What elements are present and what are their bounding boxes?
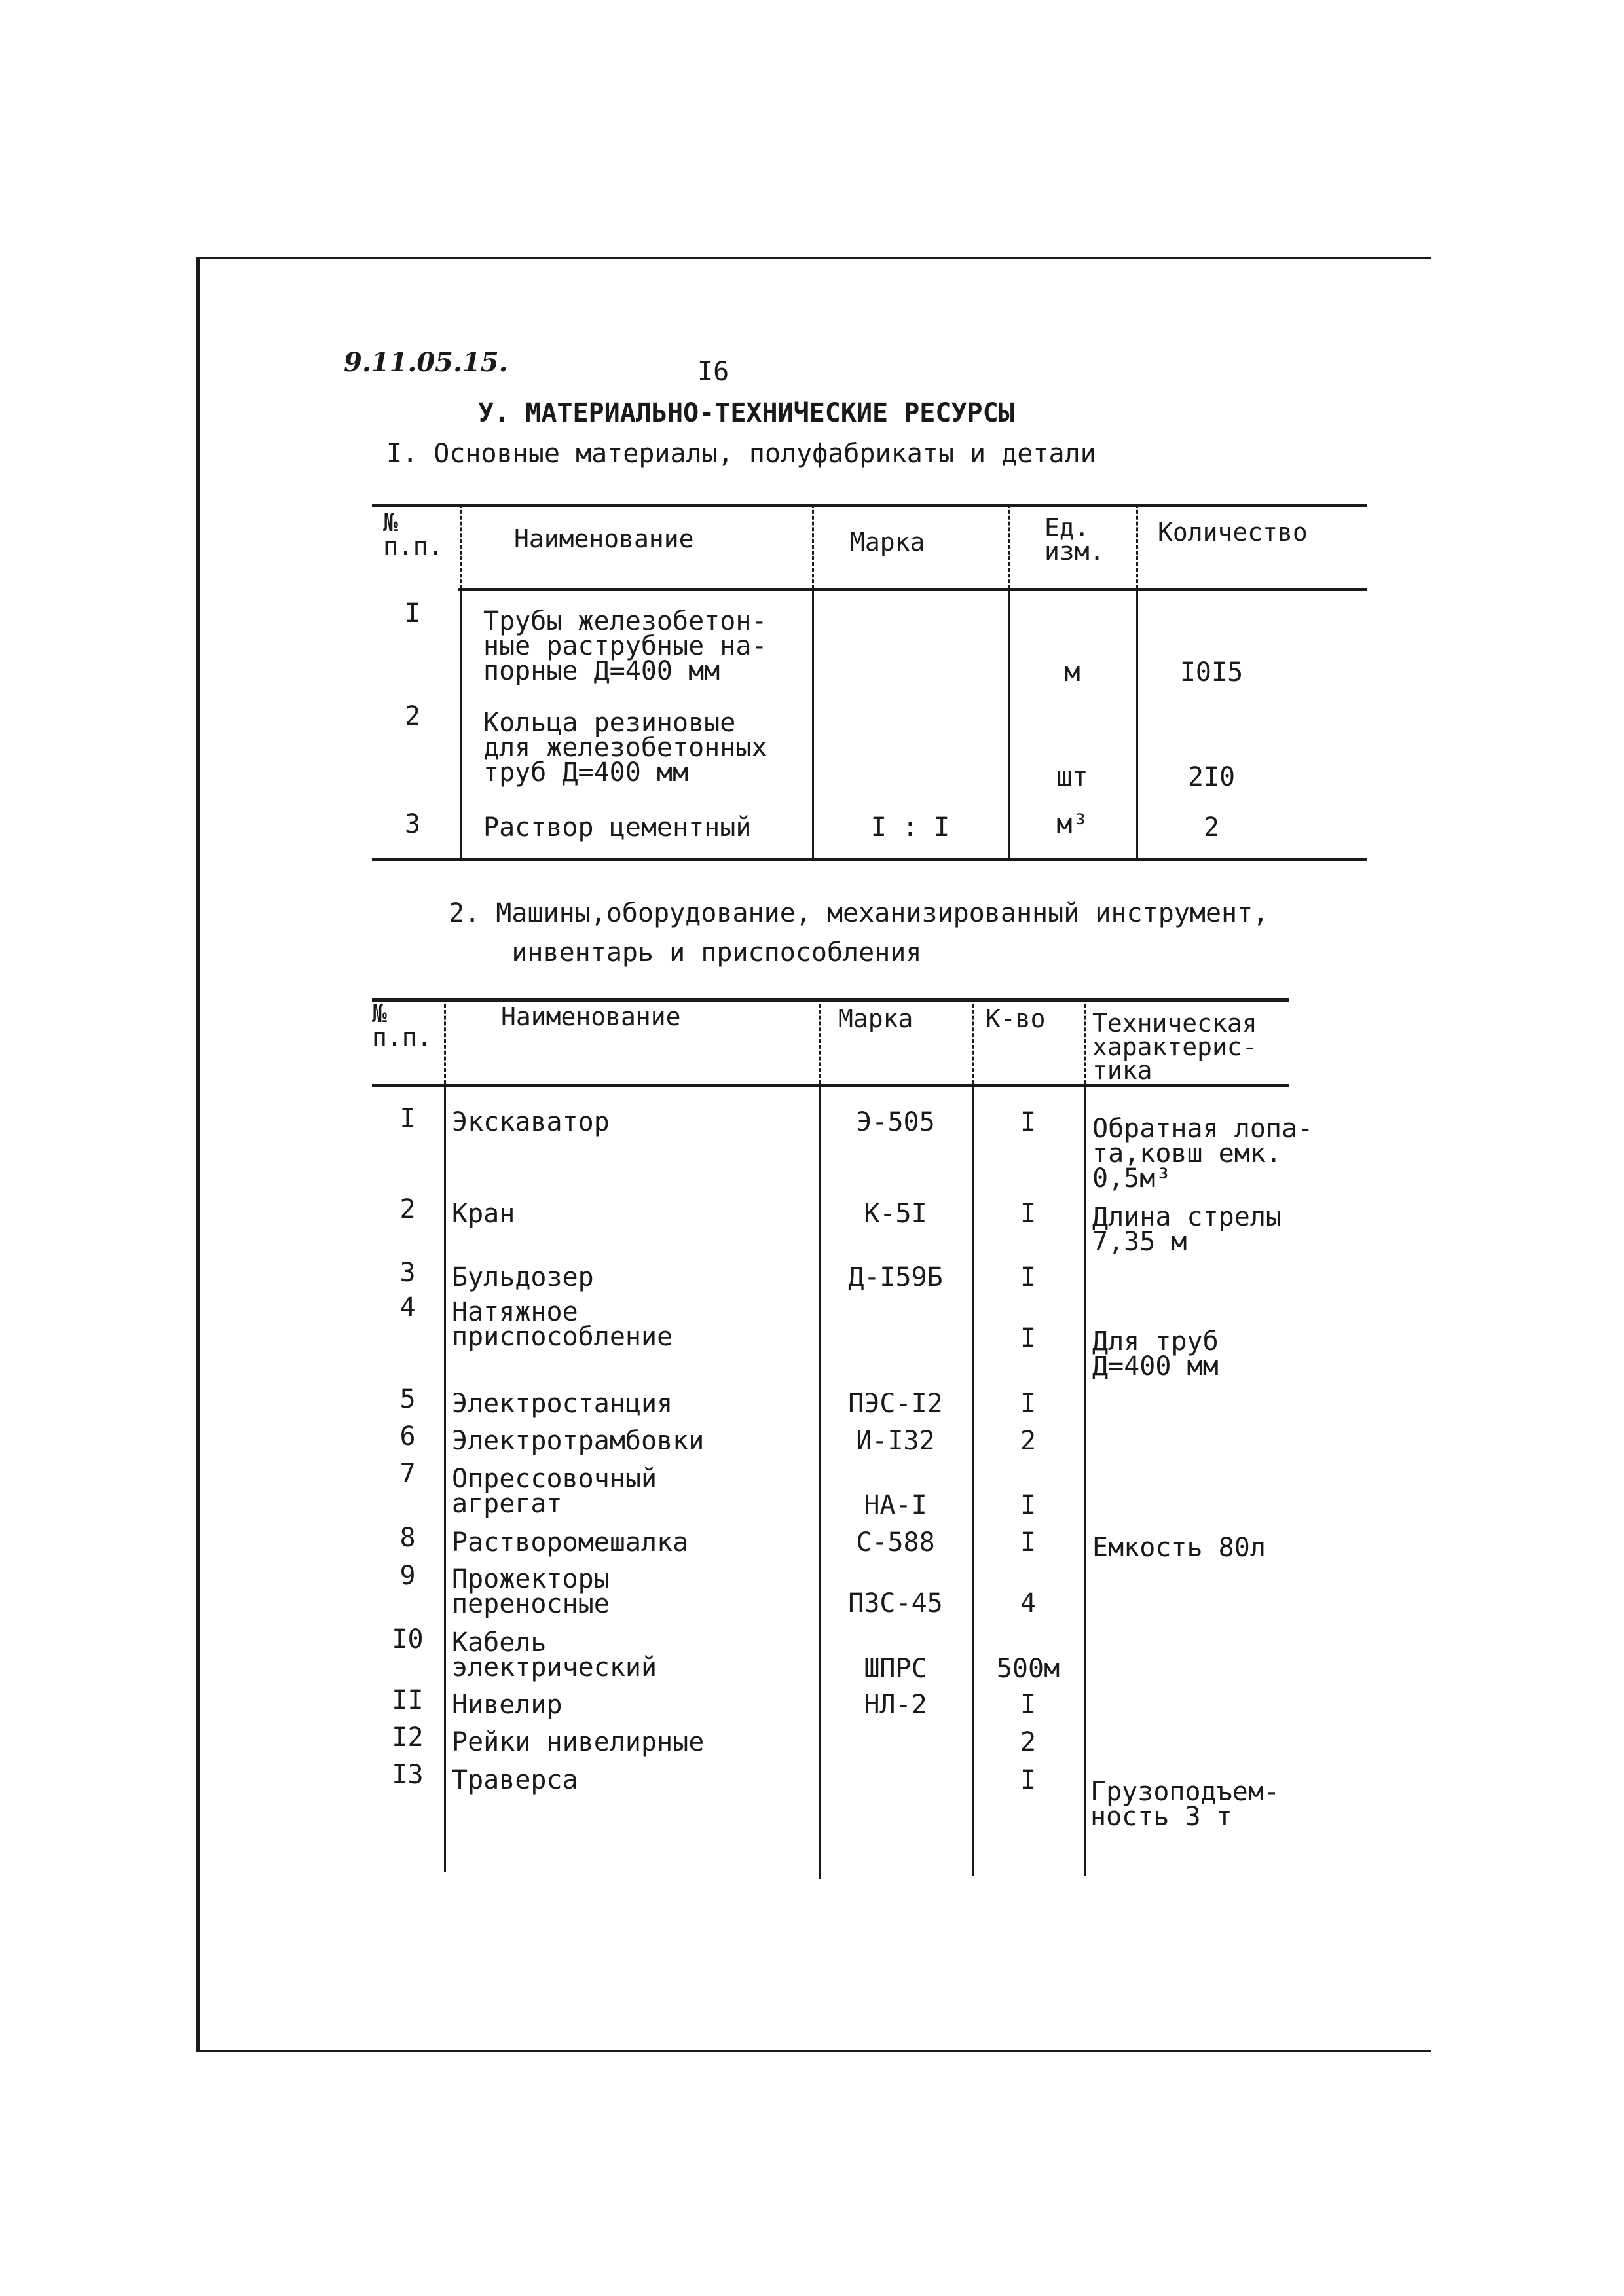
table2-row13-count: I (1020, 1765, 1037, 1795)
table2-row8-count: I (1020, 1527, 1037, 1558)
table1-header-unit: Ед. изм. (1044, 513, 1105, 566)
table2-top-rule (372, 998, 1289, 1002)
table2-row3-num: 3 (399, 1258, 416, 1288)
table2-row4-count: I (1020, 1323, 1037, 1353)
table2-row4-name: Натяжное приспособление (452, 1297, 673, 1352)
table1-col-divider (1136, 589, 1138, 858)
table1-header-num: № п.п. (383, 508, 443, 560)
table1-col-divider (1008, 589, 1010, 858)
table1-header-qty: Количество (1158, 518, 1308, 547)
table2-row10-name: Кабель электрический (452, 1628, 657, 1683)
table2-row2-spec: Длина стрелы 7,35 м (1092, 1202, 1282, 1257)
table2-row12-name: Рейки нивелирные (452, 1727, 705, 1757)
table2-row11-name: Нивелир (452, 1690, 563, 1720)
table2-row2-mark: К-5I (864, 1199, 927, 1229)
table1-bottom-rule (372, 858, 1367, 861)
table2-row10-mark: ШПРС (864, 1654, 927, 1684)
table1-col-divider (460, 589, 462, 858)
table1-row3-name: Раствор цементный (483, 812, 752, 843)
table2-row5-num: 5 (399, 1384, 416, 1414)
table2-row9-name: Прожекторы переносные (452, 1564, 610, 1619)
table2-title: 2. Машины,оборудование, механизированный инструмент, инвентарь и приспособления (449, 898, 1269, 968)
table2-row13-name: Траверса (452, 1765, 578, 1795)
table2-col-divider (444, 998, 446, 1084)
table2-row1-num: I (399, 1104, 416, 1134)
table2-row7-num: 7 (399, 1459, 416, 1489)
document-code: 9.11.05.15. (344, 347, 508, 378)
table2-row6-mark: И-I32 (856, 1426, 935, 1456)
page-number: I6 (697, 357, 729, 387)
table2-row8-num: 8 (399, 1523, 416, 1553)
table2-row5-count: I (1020, 1389, 1037, 1419)
table2-row3-mark: Д-I59Б (848, 1262, 943, 1292)
table2-col-divider (1084, 998, 1086, 1084)
table2-row5-name: Электростанция (452, 1389, 673, 1419)
table2-row8-mark: С-588 (856, 1527, 935, 1558)
table2-row6-num: 6 (399, 1421, 416, 1451)
table2-col-divider (444, 1084, 446, 1872)
table1-row1-unit: м (1064, 657, 1080, 687)
table2-row1-spec: Обратная лопа- та,ковш емк. 0,5м³ (1092, 1114, 1314, 1194)
table2-row1-name: Экскаватор (452, 1107, 610, 1137)
table2-row8-spec: Емкость 80л (1092, 1533, 1266, 1563)
table2-row7-count: I (1020, 1490, 1037, 1520)
table2-row4-spec: Для труб Д=400 мм (1092, 1326, 1219, 1381)
table2-col-divider (972, 1084, 974, 1876)
table1-header-mark: Марка (850, 528, 925, 556)
table1-row3-qty: 2 (1203, 812, 1220, 843)
table1-row1-name: Трубы железобетон- ные раструбные на- порные Д=400 мм (483, 606, 767, 686)
table2-col-divider (972, 998, 974, 1084)
table2-row2-count: I (1020, 1199, 1037, 1229)
table2-header-mark: Марка (838, 1004, 913, 1033)
table2-row11-num: II (392, 1685, 424, 1715)
table2-row7-mark: НА-I (864, 1490, 927, 1520)
table1-col-divider (812, 504, 814, 589)
table2-row13-spec: Грузоподъем- ность 3 т (1090, 1777, 1280, 1832)
table1-header-rule (458, 588, 1367, 591)
table1-row2-qty: 2I0 (1187, 762, 1236, 792)
table2-col-divider (819, 998, 821, 1084)
table2-row8-name: Растворомешалка (452, 1527, 689, 1558)
table2-row9-count: 4 (1020, 1588, 1037, 1618)
table1-row1-num: I (404, 598, 421, 629)
table2-header-num: № п.п. (372, 999, 432, 1051)
table2-row13-num: I3 (392, 1760, 424, 1790)
table1-row2-num: 2 (404, 701, 421, 731)
table2-row6-name: Электротрамбовки (452, 1426, 705, 1456)
table2-row11-count: I (1020, 1690, 1037, 1720)
table2-row1-mark: Э-505 (856, 1107, 935, 1137)
table2-row12-num: I2 (392, 1722, 424, 1753)
table2-row3-name: Бульдозер (452, 1262, 594, 1292)
table1-col-divider (1008, 504, 1010, 589)
table2-row10-count: 500м (996, 1654, 1060, 1684)
table1-header-name: Наименование (514, 524, 694, 553)
table2-row12-count: 2 (1020, 1727, 1037, 1757)
table2-row3-count: I (1020, 1262, 1037, 1292)
table2-row1-count: I (1020, 1107, 1037, 1137)
table2-row9-mark: ПЗС-45 (848, 1588, 943, 1618)
table1-row1-qty: I0I5 (1179, 657, 1244, 687)
table2-row2-name: Кран (452, 1199, 515, 1229)
table1-row2-unit: шт (1056, 762, 1088, 792)
table1-row3-unit: м³ (1056, 809, 1088, 839)
table2-row11-mark: НЛ-2 (864, 1690, 927, 1720)
section-title: У. МАТЕРИАЛЬНО-ТЕХНИЧЕСКИЕ РЕСУРСЫ (478, 398, 1014, 428)
table2-col-divider (1084, 1084, 1086, 1876)
table1-col-divider (1136, 504, 1138, 589)
table2-row5-mark: ПЭС-I2 (848, 1389, 943, 1419)
table2-row7-name: Опрессовочный агрегат (452, 1464, 657, 1519)
table1-top-rule (372, 504, 1367, 507)
table1-row2-name: Кольца резиновые для железобетонных труб Д=400 мм (483, 708, 767, 788)
table2-header-name: Наименование (501, 1002, 681, 1031)
table2-row2-num: 2 (399, 1194, 416, 1224)
table1-title: I. Основные материалы, полуфабрикаты и детали (386, 439, 1096, 469)
table2-row9-num: 9 (399, 1561, 416, 1591)
table2-row6-count: 2 (1020, 1426, 1037, 1456)
table1-row3-num: 3 (404, 809, 421, 839)
table1-row3-mark: I : I (870, 812, 950, 843)
table1-col-divider (460, 504, 462, 589)
table2-col-divider (819, 1084, 821, 1879)
table2-header-spec: Техническая характерис- тика (1092, 1009, 1257, 1085)
table2-row4-num: 4 (399, 1292, 416, 1322)
table2-row10-num: I0 (392, 1624, 424, 1654)
table1-col-divider (812, 589, 814, 858)
table2-header-count: К-во (986, 1004, 1046, 1033)
